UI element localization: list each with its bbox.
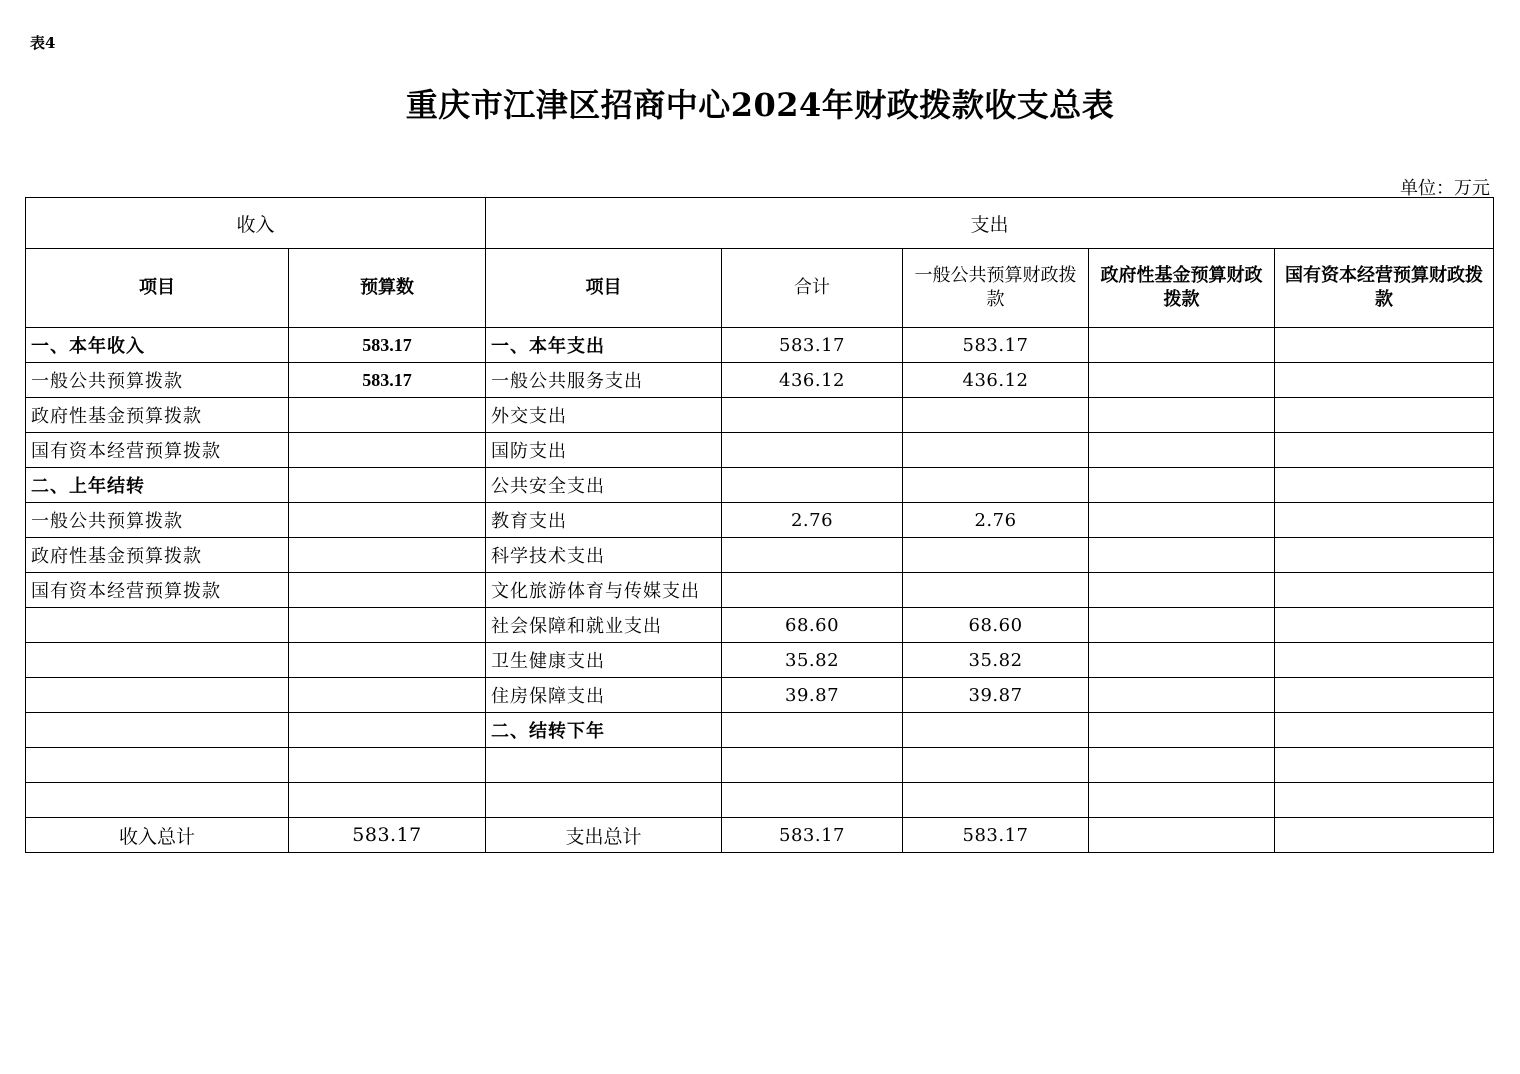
table-number: 表4 xyxy=(30,34,56,52)
expense-item-header: 项目 xyxy=(486,249,722,328)
expense-total xyxy=(722,713,903,748)
income-item-header: 项目 xyxy=(26,249,289,328)
income-value xyxy=(289,433,486,468)
table-row xyxy=(26,678,1494,713)
expense-gov xyxy=(1089,783,1275,818)
expense-general: 436.12 xyxy=(903,363,1089,398)
income-item: 国有资本经营预算拨款 xyxy=(26,573,289,608)
expense-state-total xyxy=(1275,818,1494,853)
expense-total: 2.76 xyxy=(722,503,903,538)
income-total-label: 收入总计 xyxy=(26,818,289,853)
unit-label: 单位：万元 xyxy=(1400,178,1490,199)
expense-total: 583.17 xyxy=(722,328,903,363)
expense-general: 2.76 xyxy=(903,503,1089,538)
expense-gov xyxy=(1089,608,1275,643)
expense-item: 教育支出 xyxy=(486,503,722,538)
expense-item xyxy=(486,748,722,783)
expense-gov xyxy=(1089,398,1275,433)
expense-state xyxy=(1275,783,1494,818)
expense-general: 35.82 xyxy=(903,643,1089,678)
expense-gov xyxy=(1089,503,1275,538)
expense-state xyxy=(1275,433,1494,468)
table-row xyxy=(26,573,1494,608)
table-row xyxy=(26,328,1494,363)
income-value xyxy=(289,468,486,503)
expense-general xyxy=(903,398,1089,433)
expense-state xyxy=(1275,748,1494,783)
income-item: 二、上年结转 xyxy=(26,468,289,503)
expense-item: 住房保障支出 xyxy=(486,678,722,713)
income-item xyxy=(26,678,289,713)
expense-total-label: 支出总计 xyxy=(486,818,722,853)
expense-gov xyxy=(1089,713,1275,748)
expense-general: 68.60 xyxy=(903,608,1089,643)
income-value xyxy=(289,573,486,608)
income-item xyxy=(26,748,289,783)
income-item xyxy=(26,643,289,678)
expense-state xyxy=(1275,538,1494,573)
income-item xyxy=(26,608,289,643)
income-total-value: 583.17 xyxy=(289,818,486,853)
expense-total: 436.12 xyxy=(722,363,903,398)
income-value xyxy=(289,713,486,748)
expense-total xyxy=(722,748,903,783)
expense-item: 文化旅游体育与传媒支出 xyxy=(486,573,722,608)
expense-general xyxy=(903,573,1089,608)
totals-row xyxy=(26,818,1494,853)
table-row xyxy=(26,748,1494,783)
income-value xyxy=(289,538,486,573)
expense-state xyxy=(1275,713,1494,748)
income-value xyxy=(289,783,486,818)
expense-general xyxy=(903,538,1089,573)
income-item: 国有资本经营预算拨款 xyxy=(26,433,289,468)
expense-item: 社会保障和就业支出 xyxy=(486,608,722,643)
expense-general xyxy=(903,748,1089,783)
table-row xyxy=(26,608,1494,643)
table-row xyxy=(26,643,1494,678)
expense-state xyxy=(1275,678,1494,713)
expense-item xyxy=(486,783,722,818)
income-item: 政府性基金预算拨款 xyxy=(26,538,289,573)
expense-total xyxy=(722,783,903,818)
expense-item: 一般公共服务支出 xyxy=(486,363,722,398)
expense-gov xyxy=(1089,678,1275,713)
header-row-group xyxy=(26,198,1494,249)
gov-fund-header: 政府性基金预算财政拨款 xyxy=(1089,249,1275,328)
expense-gov xyxy=(1089,328,1275,363)
table-row xyxy=(26,363,1494,398)
expense-general: 39.87 xyxy=(903,678,1089,713)
state-capital-header: 国有资本经营预算财政拨款 xyxy=(1275,249,1494,328)
expense-total-header: 合计 xyxy=(722,249,903,328)
table-row xyxy=(26,538,1494,573)
expense-general xyxy=(903,468,1089,503)
expense-state xyxy=(1275,363,1494,398)
header-row-columns xyxy=(26,249,1494,328)
expense-state xyxy=(1275,328,1494,363)
income-item: 政府性基金预算拨款 xyxy=(26,398,289,433)
expense-item: 国防支出 xyxy=(486,433,722,468)
expense-total xyxy=(722,468,903,503)
expense-item: 二、结转下年 xyxy=(486,713,722,748)
expense-item: 外交支出 xyxy=(486,398,722,433)
income-item: 一、本年收入 xyxy=(26,328,289,363)
expense-total: 35.82 xyxy=(722,643,903,678)
expense-state xyxy=(1275,573,1494,608)
expense-total: 68.60 xyxy=(722,608,903,643)
expense-gov xyxy=(1089,748,1275,783)
expense-state xyxy=(1275,503,1494,538)
expense-total xyxy=(722,538,903,573)
income-item: 一般公共预算拨款 xyxy=(26,363,289,398)
expense-header: 支出 xyxy=(486,198,1494,249)
income-value xyxy=(289,398,486,433)
expense-total-value: 583.17 xyxy=(722,818,903,853)
income-item: 一般公共预算拨款 xyxy=(26,503,289,538)
table-row xyxy=(26,398,1494,433)
income-value xyxy=(289,643,486,678)
table-row xyxy=(26,503,1494,538)
expense-gov-total xyxy=(1089,818,1275,853)
page-title: 重庆市江津区招商中心2024年财政拨款收支总表 xyxy=(405,86,1115,124)
expense-total xyxy=(722,398,903,433)
income-item xyxy=(26,783,289,818)
income-value xyxy=(289,678,486,713)
expense-gov xyxy=(1089,468,1275,503)
expense-state xyxy=(1275,643,1494,678)
table-row xyxy=(26,468,1494,503)
income-header: 收入 xyxy=(26,198,486,249)
income-value xyxy=(289,608,486,643)
expense-general xyxy=(903,713,1089,748)
expense-gov xyxy=(1089,433,1275,468)
expense-gov xyxy=(1089,363,1275,398)
expense-item: 一、本年支出 xyxy=(486,328,722,363)
expense-general-total: 583.17 xyxy=(903,818,1089,853)
expense-item: 科学技术支出 xyxy=(486,538,722,573)
expense-general xyxy=(903,433,1089,468)
expense-general xyxy=(903,783,1089,818)
income-value: 583.17 xyxy=(289,363,486,398)
table-row xyxy=(26,783,1494,818)
budget-table xyxy=(25,197,1494,853)
income-value: 583.17 xyxy=(289,328,486,363)
expense-total: 39.87 xyxy=(722,678,903,713)
income-value xyxy=(289,748,486,783)
expense-gov xyxy=(1089,573,1275,608)
general-budget-header: 一般公共预算财政拨款 xyxy=(903,249,1089,328)
expense-state xyxy=(1275,608,1494,643)
expense-general: 583.17 xyxy=(903,328,1089,363)
income-budget-header: 预算数 xyxy=(289,249,486,328)
expense-total xyxy=(722,573,903,608)
income-item xyxy=(26,713,289,748)
expense-state xyxy=(1275,468,1494,503)
expense-state xyxy=(1275,398,1494,433)
expense-total xyxy=(722,433,903,468)
table-row xyxy=(26,713,1494,748)
expense-gov xyxy=(1089,538,1275,573)
expense-gov xyxy=(1089,643,1275,678)
expense-item: 卫生健康支出 xyxy=(486,643,722,678)
income-value xyxy=(289,503,486,538)
expense-item: 公共安全支出 xyxy=(486,468,722,503)
table-row xyxy=(26,433,1494,468)
